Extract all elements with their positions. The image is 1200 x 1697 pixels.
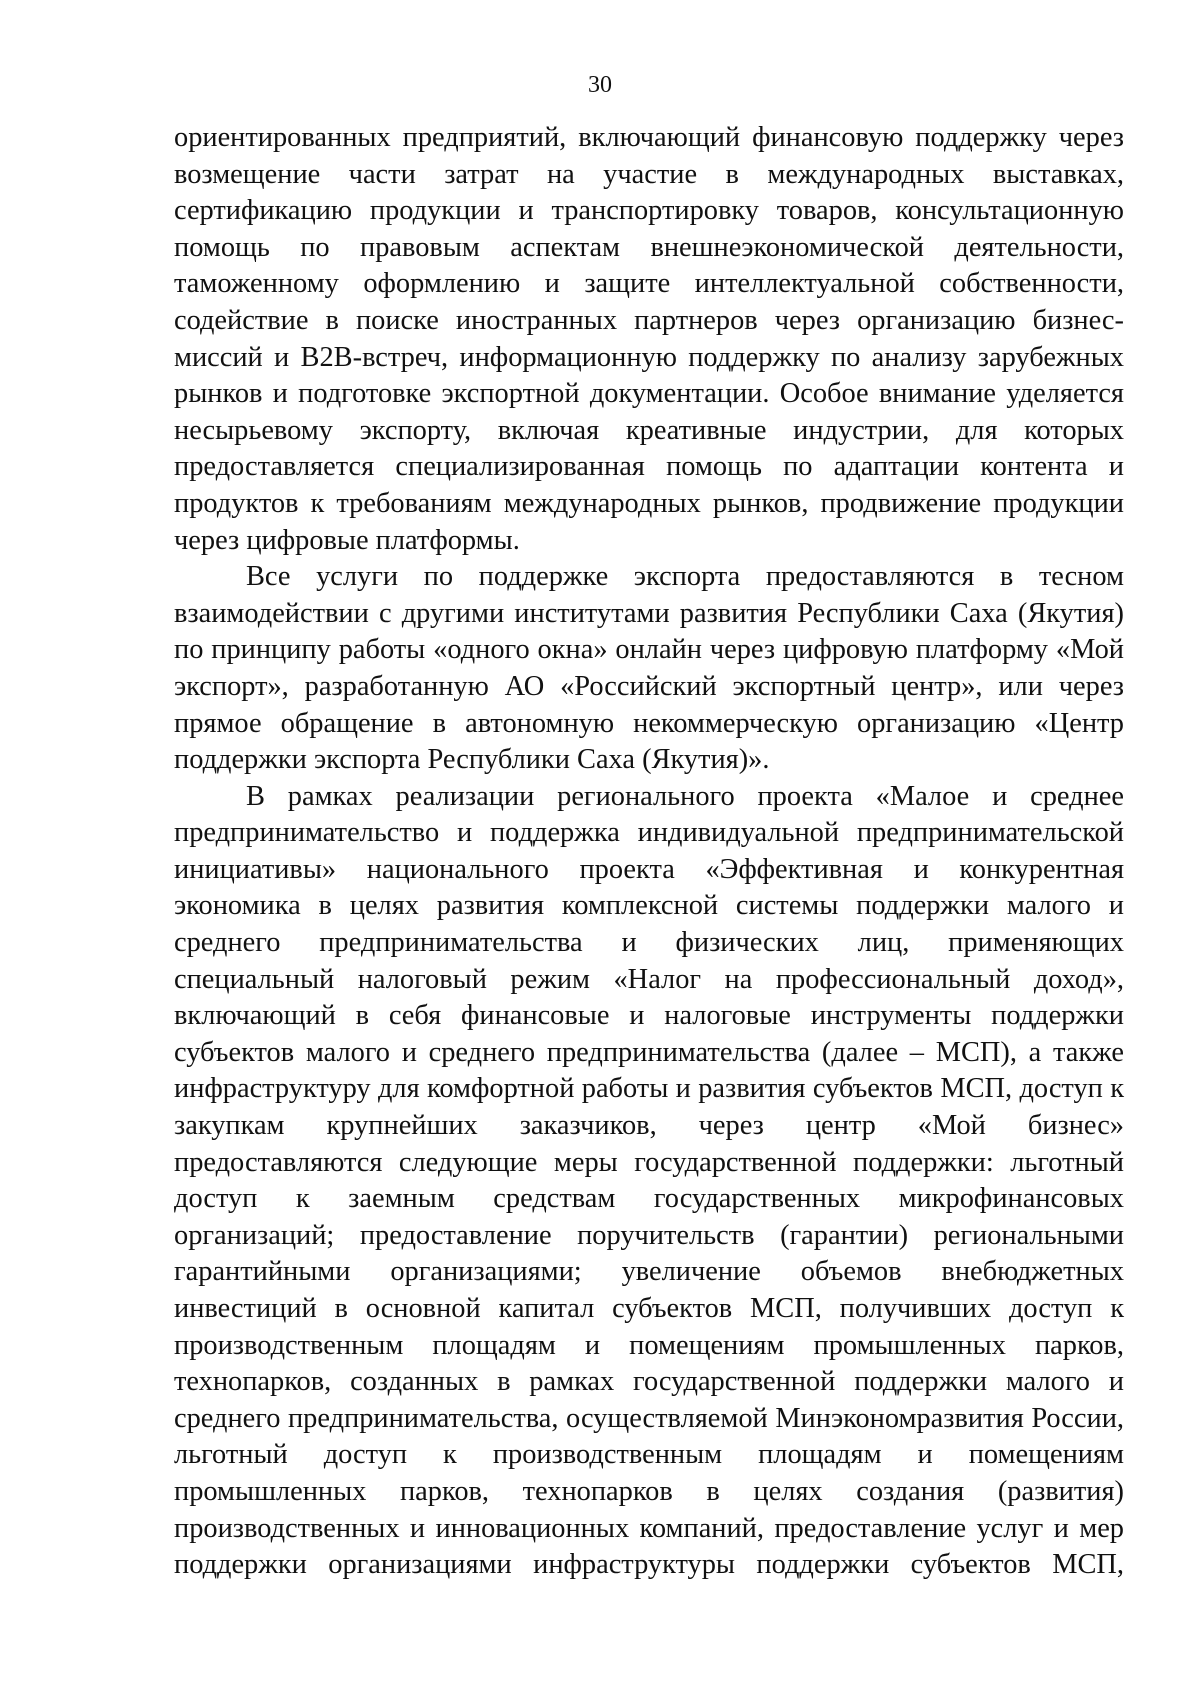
paragraph-export-support-continued: ориентированных предприятий, включающий финансовую поддержку через возмещение части затрат на участие в международных выставках, сертификацию продукции и транспортировку товаров, консультационную помощь по правовым аспектам внешнеэкономической деятельности, таможенному оформлению и защите интеллектуальной собственности, содействие в поиске иностранных партнеров через организацию бизнес-миссий и B2B-встреч, информационную поддержку по анализу зарубежных рынков и подготовке экспортной документации. Особое внимание уделяется несырьевому экспорту, включая креативные индустрии, для которых предоставляется специализированная помощь по адаптации контента и продуктов к требованиям международных рынков, продвижение продукции через цифровые платформы. bbox=[174, 122, 1124, 556]
paragraph-one-window-services: Все услуги по поддержке экспорта предоставляются в тесном взаимодействии с другими институтами развития Республики Саха (Якутия) по принципу работы «одного окна» онлайн через цифровую платформу «Мой экспорт», разработанную АО «Российский экспортный центр», или через прямое обращение в автономную некоммерческую организацию «Центр поддержки экспорта Республики Саха (Якутия)». bbox=[174, 561, 1124, 776]
body-text bbox=[174, 120, 1124, 1584]
paragraph-msp-regional-project: В рамках реализации регионального проекта «Малое и среднее предпринимательство и поддержка индивидуальной предпринимательской инициативы» национального проекта «Эффективная и конкурентная экономика в целях развития комплексной системы поддержки малого и среднего предпринимательства и физических лиц, применяющих специальный налоговый режим «Налог на профессиональный доход», включающий в себя финансовые и налоговые инструменты поддержки субъектов малого и среднего предпринимательства (далее – МСП), а также инфраструктуру для комфортной работы и развития субъектов МСП, доступ к закупкам крупнейших заказчиков, через центр «Мой бизнес» предоставляются следующие меры государственной поддержки: льготный доступ к заемным средствам государственных микрофинансовых организаций; предоставление поручительств (гарантии) региональными гарантийными организациями; увеличение объемов внебюджетных инвестиций в основной капитал субъектов МСП, получивших доступ к производственным площадям и помещениям промышленных парков, технопарков, созданных в рамках государственной поддержки малого и среднего предпринимательства, осуществляемой Минэкономразвития России, льготный доступ к производственным площадям и помещениям промышленных парков, технопарков в целях создания (развития) производственных и инновационных компаний, предоставление услуг и мер поддержки организациями инфраструктуры поддержки субъектов МСП, bbox=[174, 780, 1124, 1581]
page-number: 30 bbox=[588, 72, 612, 98]
